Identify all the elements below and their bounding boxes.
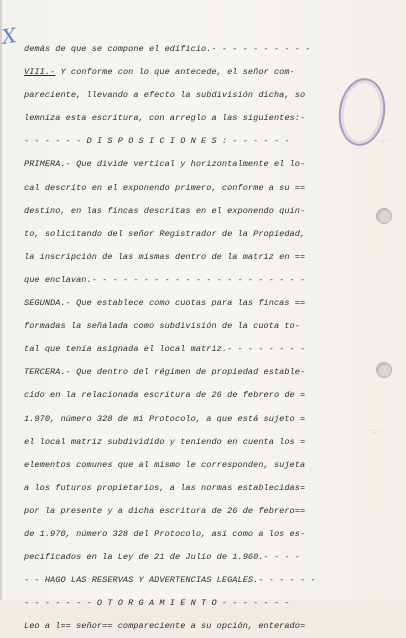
margin-note: · : · bbox=[370, 428, 380, 435]
text-line: la inscripción de las mismas dentro de la matriz en == bbox=[24, 251, 306, 262]
text-line: lemniza esta escritura, con arreglo a las siguientes:- bbox=[24, 113, 306, 124]
text-line: de 1.970, número 328 del Protocolo, así como a los es- bbox=[24, 528, 306, 539]
text-line: PRIMERA.- Que divide vertical y horizontalmente el lo- bbox=[24, 159, 306, 170]
text-line: demás de que se compone el edificio.- - - - - - - - - - bbox=[24, 44, 311, 54]
section-heading: - - - - - - - O T O R G A M I E N T O - - - - - - - bbox=[24, 598, 290, 609]
text-line-content: Y conforme con lo que antecede, el señor com- bbox=[55, 67, 295, 78]
text-line: tal que tenía asignada el local matriz.- - - - - - - - bbox=[24, 344, 306, 355]
text-line: TERCERA.- Que dentro del régimen de propiedad estable- bbox=[24, 367, 306, 378]
punch-hole bbox=[376, 362, 392, 378]
text-line: cido en la relacionada escritura de 26 de febrero de = bbox=[24, 390, 306, 401]
section-label: VIII.- bbox=[24, 67, 56, 78]
text-line: cal descrito en el exponendo primero, conforme a su == bbox=[24, 182, 306, 193]
text-line: Leo a l== señor== compareciente a su opción, enterado= bbox=[24, 621, 306, 632]
text-line: elementos comunes que al mismo le corresponden, sujeta bbox=[24, 459, 306, 470]
text-line: 1.970, número 328 de mi Protocolo, a que está sujeto = bbox=[24, 413, 306, 424]
margin-rule bbox=[0, 0, 2, 600]
text-line: que enclavan.- - - - - - - - - - - - - - - - - - - - - bbox=[24, 274, 306, 285]
margin-mark: X bbox=[0, 23, 18, 49]
section-heading: - - - - - - D I S P O S I C I O N E S : - - - - - - bbox=[24, 136, 290, 147]
punch-hole bbox=[376, 208, 392, 224]
text-line: - - HAGO LAS RESERVAS Y ADVERTENCIAS LEGALES.- - - - - - bbox=[24, 575, 316, 586]
text-line: a los futuros propietarios, a las normas establecidas= bbox=[24, 482, 306, 493]
text-line: pareciente, llevando a efecto la subdivisión dicha, so bbox=[24, 90, 306, 101]
text-line bbox=[24, 61, 324, 84]
text-line: el local matriz subdividido y teniendo en cuenta los = bbox=[24, 436, 306, 447]
text-line: pecificados en la Ley de 21 de Julio de 1.960.- - - - bbox=[24, 552, 300, 563]
text-line: to, solicitando del señor Registrador de la Propiedad, bbox=[24, 228, 306, 239]
text-line: SEGUNDA.- Que establece como cuotas para las fincas == bbox=[24, 298, 306, 309]
text-line: destino, en las fincas descritas en el exponendo quin- bbox=[24, 205, 306, 216]
margin-note: · : · bbox=[378, 138, 388, 145]
text-line: formadas la señalada como subdivisión de la cuota to- bbox=[24, 321, 300, 332]
document-body bbox=[24, 38, 324, 638]
text-line: por la presente y a dicha escritura de 26 de febrero== bbox=[24, 505, 306, 516]
